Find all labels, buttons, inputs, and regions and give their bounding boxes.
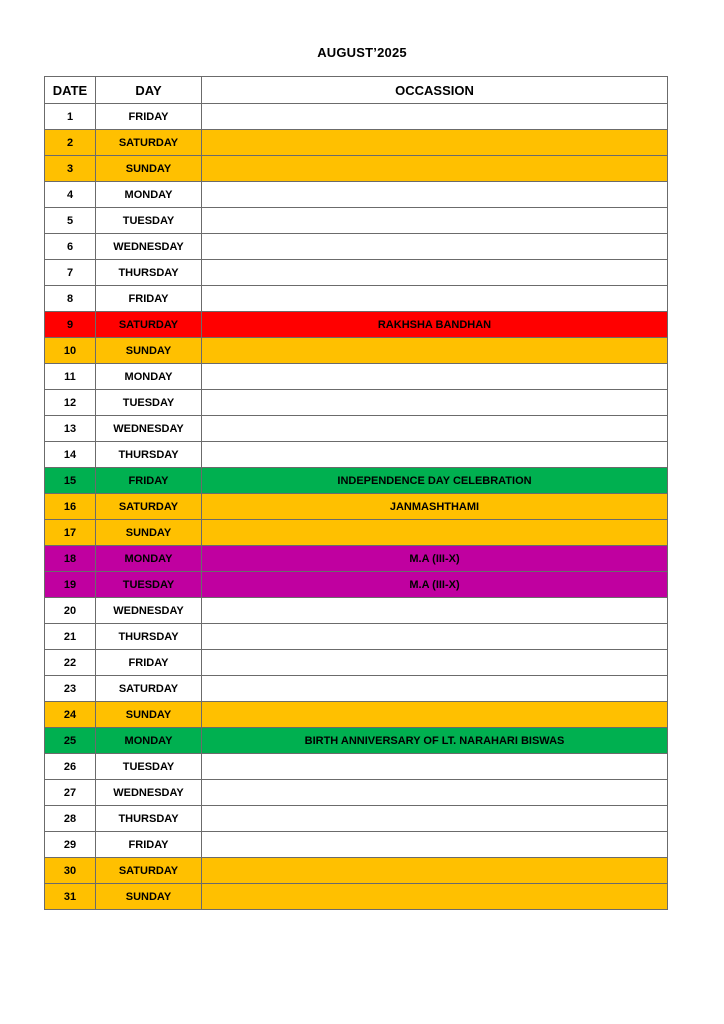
day-cell: THURSDAY <box>96 260 202 286</box>
date-cell: 2 <box>45 130 96 156</box>
occasion-cell: JANMASHTHAMI <box>202 494 668 520</box>
table-row <box>45 234 668 260</box>
table-row <box>45 182 668 208</box>
page-title: AUGUST’2025 <box>317 45 407 60</box>
date-cell: 4 <box>45 182 96 208</box>
occasion-cell <box>202 390 668 416</box>
table-row <box>45 312 668 338</box>
date-cell: 28 <box>45 806 96 832</box>
day-cell: SATURDAY <box>96 494 202 520</box>
table-row <box>45 390 668 416</box>
occasion-cell <box>202 416 668 442</box>
table-row <box>45 468 668 494</box>
date-cell: 26 <box>45 754 96 780</box>
day-cell: FRIDAY <box>96 286 202 312</box>
date-cell: 10 <box>45 338 96 364</box>
occasion-cell <box>202 130 668 156</box>
day-cell: WEDNESDAY <box>96 416 202 442</box>
date-cell: 14 <box>45 442 96 468</box>
date-cell: 11 <box>45 364 96 390</box>
day-cell: WEDNESDAY <box>96 234 202 260</box>
date-cell: 22 <box>45 650 96 676</box>
day-cell: FRIDAY <box>96 650 202 676</box>
table-row <box>45 598 668 624</box>
day-cell: MONDAY <box>96 364 202 390</box>
table-row <box>45 754 668 780</box>
occasion-cell <box>202 806 668 832</box>
table-row <box>45 260 668 286</box>
table-row <box>45 884 668 910</box>
day-cell: SATURDAY <box>96 676 202 702</box>
date-cell: 1 <box>45 104 96 130</box>
occasion-cell <box>202 208 668 234</box>
day-cell: THURSDAY <box>96 624 202 650</box>
table-row <box>45 728 668 754</box>
occasion-cell <box>202 156 668 182</box>
date-cell: 18 <box>45 546 96 572</box>
day-cell: TUESDAY <box>96 572 202 598</box>
table-row <box>45 130 668 156</box>
table-row <box>45 702 668 728</box>
occasion-cell <box>202 884 668 910</box>
table-row <box>45 572 668 598</box>
date-cell: 15 <box>45 468 96 494</box>
date-cell: 5 <box>45 208 96 234</box>
date-cell: 20 <box>45 598 96 624</box>
table-row <box>45 780 668 806</box>
calendar-body <box>45 104 668 910</box>
date-cell: 13 <box>45 416 96 442</box>
table-row <box>45 286 668 312</box>
table-row <box>45 494 668 520</box>
day-cell: SUNDAY <box>96 702 202 728</box>
occasion-cell <box>202 234 668 260</box>
day-cell: FRIDAY <box>96 468 202 494</box>
occasion-cell <box>202 182 668 208</box>
occasion-cell <box>202 286 668 312</box>
day-cell: SATURDAY <box>96 130 202 156</box>
table-row <box>45 364 668 390</box>
day-cell: FRIDAY <box>96 104 202 130</box>
date-cell: 31 <box>45 884 96 910</box>
occasion-cell: RAKHSHA BANDHAN <box>202 312 668 338</box>
occasion-cell: M.A (III-X) <box>202 572 668 598</box>
day-cell: THURSDAY <box>96 806 202 832</box>
day-cell: MONDAY <box>96 728 202 754</box>
occasion-cell: BIRTH ANNIVERSARY OF LT. NARAHARI BISWAS <box>202 728 668 754</box>
header-row <box>45 77 668 104</box>
occasion-column-header: OCCASSION <box>202 77 668 104</box>
table-row <box>45 676 668 702</box>
table-row <box>45 156 668 182</box>
date-column-header: DATE <box>45 77 96 104</box>
date-cell: 29 <box>45 832 96 858</box>
table-row <box>45 104 668 130</box>
date-cell: 27 <box>45 780 96 806</box>
date-cell: 25 <box>45 728 96 754</box>
occasion-cell <box>202 260 668 286</box>
day-cell: MONDAY <box>96 546 202 572</box>
day-cell: WEDNESDAY <box>96 598 202 624</box>
day-cell: TUESDAY <box>96 754 202 780</box>
day-cell: TUESDAY <box>96 390 202 416</box>
occasion-cell <box>202 754 668 780</box>
occasion-cell <box>202 858 668 884</box>
table-row <box>45 338 668 364</box>
table-row <box>45 442 668 468</box>
date-cell: 9 <box>45 312 96 338</box>
table-row <box>45 208 668 234</box>
day-cell: THURSDAY <box>96 442 202 468</box>
day-cell: SATURDAY <box>96 858 202 884</box>
date-cell: 3 <box>45 156 96 182</box>
date-cell: 21 <box>45 624 96 650</box>
occasion-cell <box>202 364 668 390</box>
occasion-cell <box>202 442 668 468</box>
table-row <box>45 416 668 442</box>
table-row <box>45 806 668 832</box>
day-cell: SUNDAY <box>96 338 202 364</box>
day-cell: WEDNESDAY <box>96 780 202 806</box>
day-cell: FRIDAY <box>96 832 202 858</box>
date-cell: 8 <box>45 286 96 312</box>
date-cell: 6 <box>45 234 96 260</box>
date-cell: 12 <box>45 390 96 416</box>
table-row <box>45 650 668 676</box>
table-row <box>45 520 668 546</box>
occasion-cell <box>202 520 668 546</box>
day-cell: TUESDAY <box>96 208 202 234</box>
table-row <box>45 858 668 884</box>
occasion-cell <box>202 780 668 806</box>
occasion-cell <box>202 104 668 130</box>
day-cell: SATURDAY <box>96 312 202 338</box>
date-cell: 17 <box>45 520 96 546</box>
day-cell: SUNDAY <box>96 884 202 910</box>
date-cell: 19 <box>45 572 96 598</box>
date-cell: 24 <box>45 702 96 728</box>
date-cell: 16 <box>45 494 96 520</box>
date-cell: 7 <box>45 260 96 286</box>
day-column-header: DAY <box>96 77 202 104</box>
day-cell: SUNDAY <box>96 520 202 546</box>
day-cell: MONDAY <box>96 182 202 208</box>
occasion-cell <box>202 702 668 728</box>
occasion-cell <box>202 650 668 676</box>
occasion-cell: M.A (III-X) <box>202 546 668 572</box>
occasion-cell <box>202 624 668 650</box>
occasion-cell <box>202 338 668 364</box>
table-row <box>45 624 668 650</box>
table-row <box>45 832 668 858</box>
day-cell: SUNDAY <box>96 156 202 182</box>
table-row <box>45 546 668 572</box>
occasion-cell <box>202 676 668 702</box>
occasion-cell <box>202 598 668 624</box>
date-cell: 23 <box>45 676 96 702</box>
date-cell: 30 <box>45 858 96 884</box>
occasion-cell: INDEPENDENCE DAY CELEBRATION <box>202 468 668 494</box>
calendar-table <box>44 76 668 910</box>
occasion-cell <box>202 832 668 858</box>
